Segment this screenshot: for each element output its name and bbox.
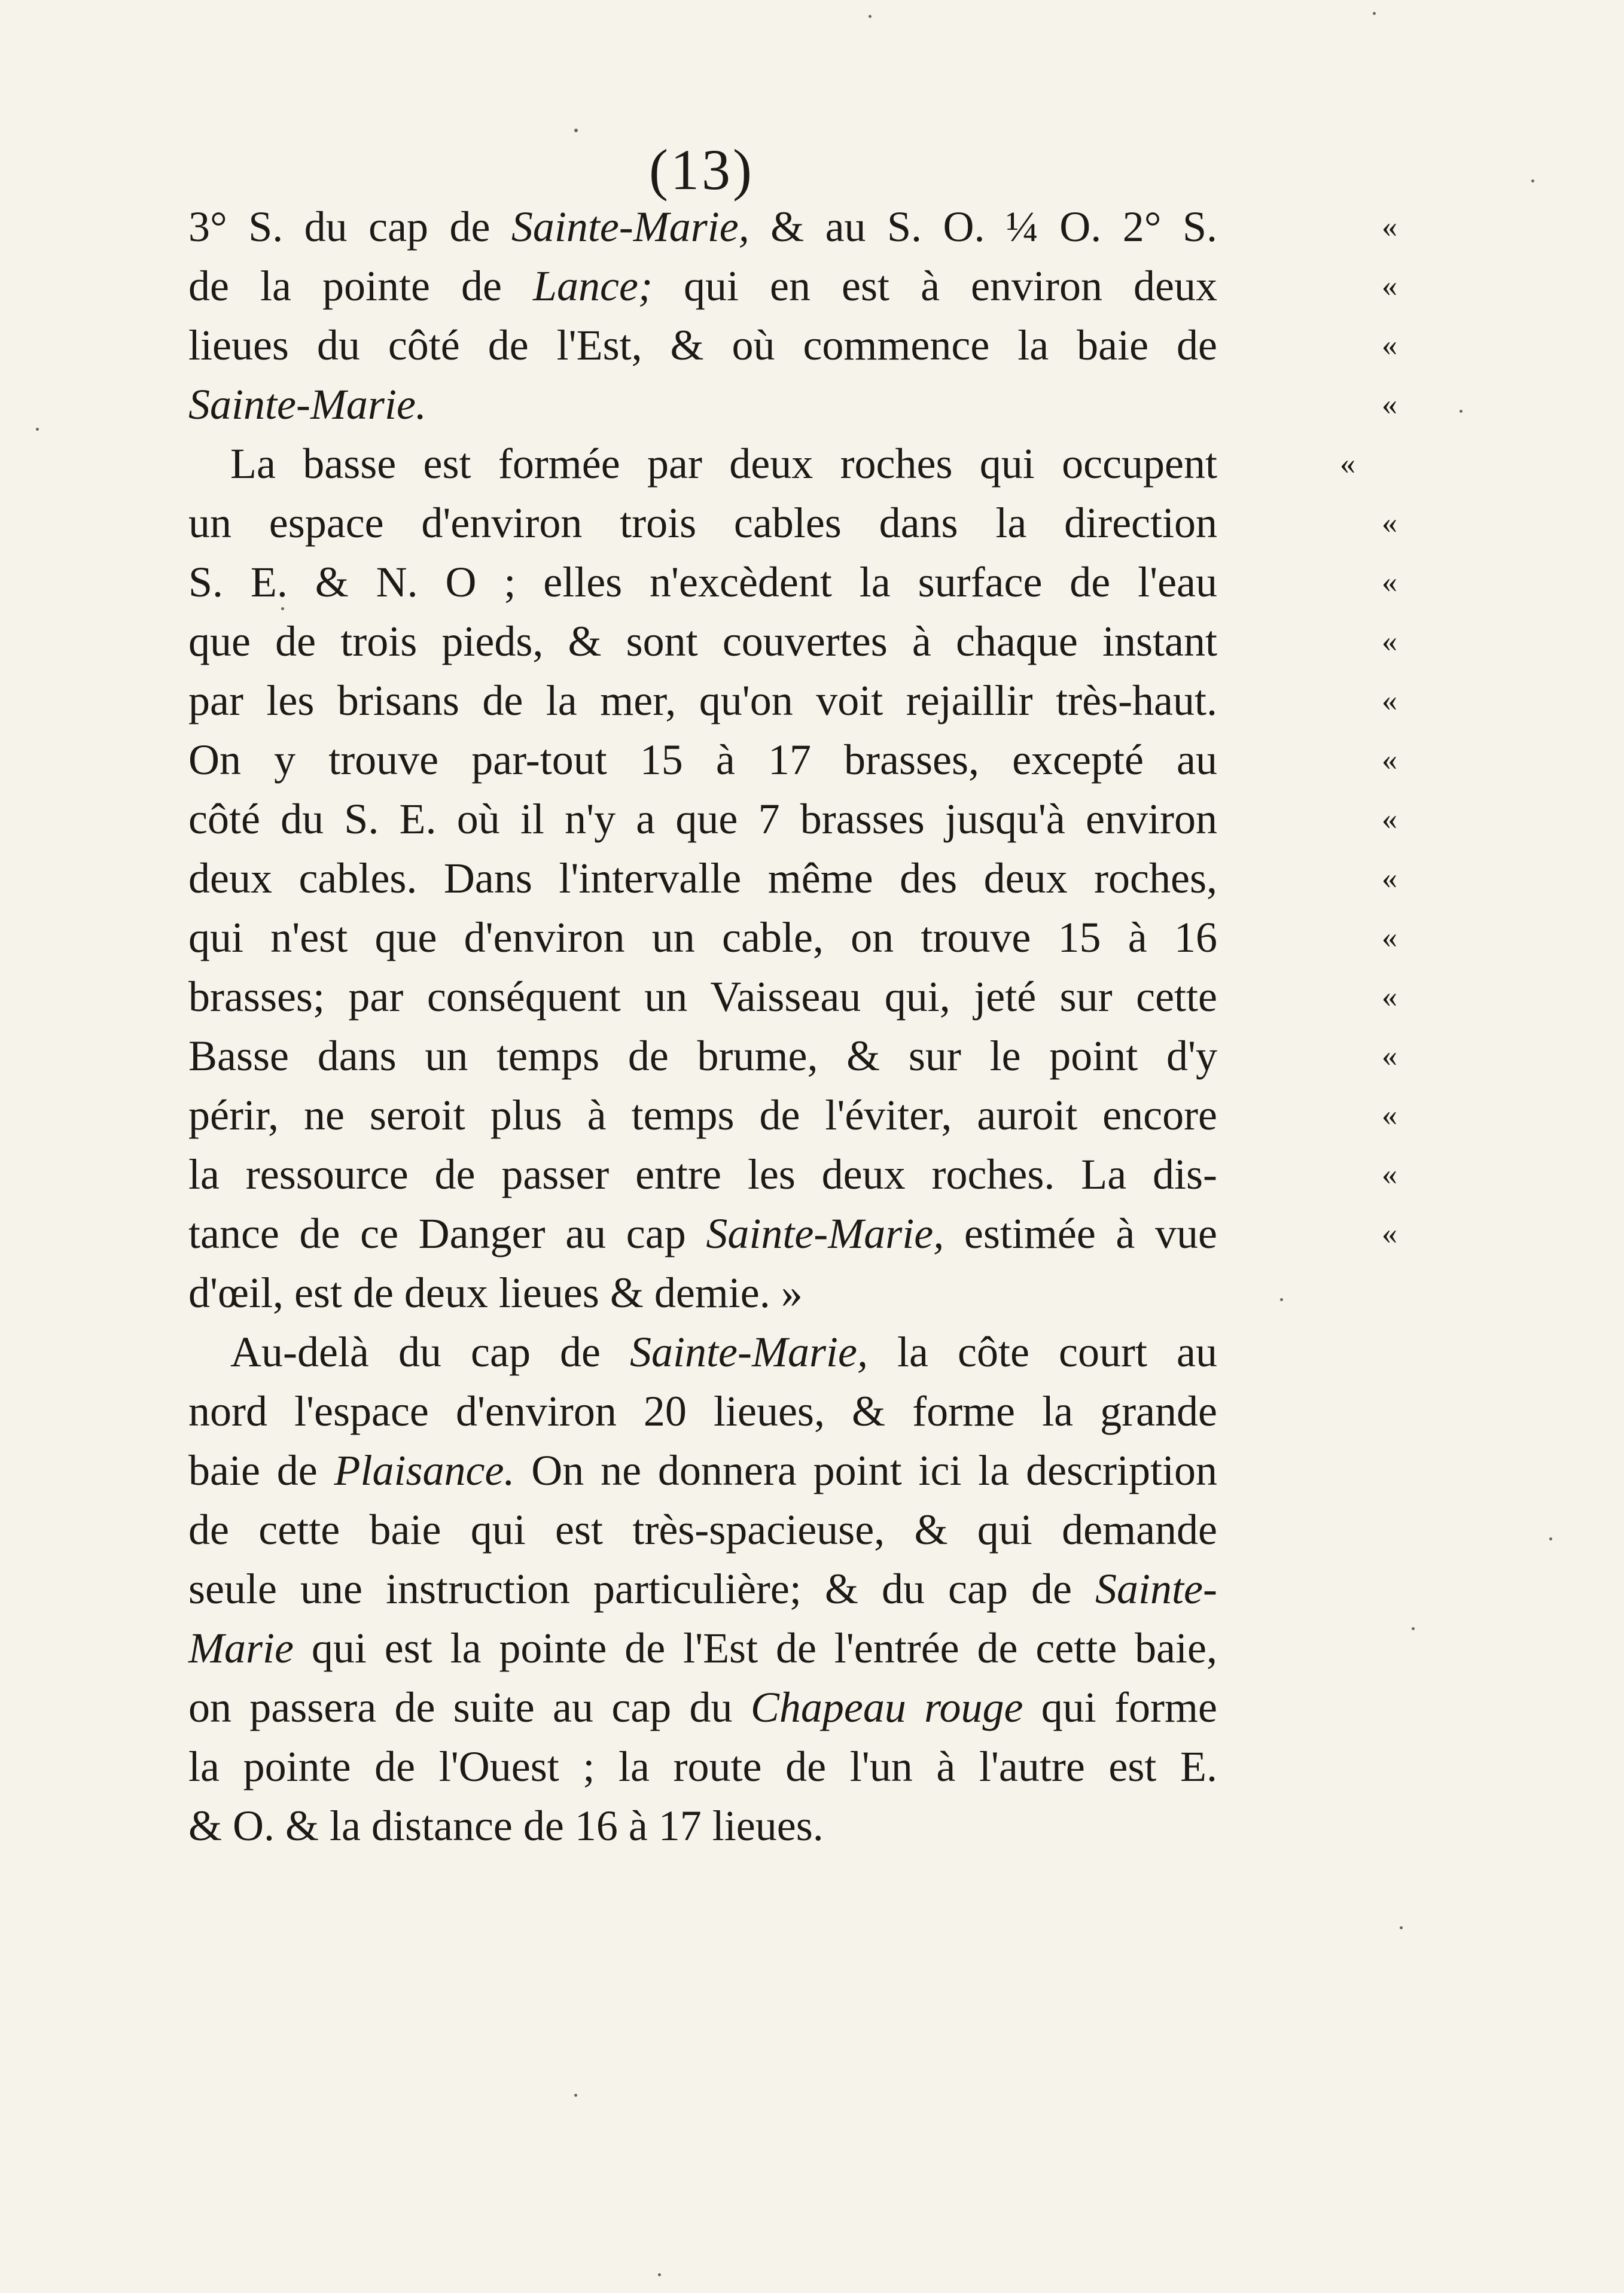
- margin-quote-mark: «: [1382, 980, 1397, 1014]
- text-line: [188, 1204, 1397, 1263]
- text-run: on passera de suite au cap du: [188, 1683, 751, 1731]
- text-line: [188, 553, 1397, 612]
- text-run: & O. & la distance de 16 à 17 lieues.: [188, 1802, 824, 1850]
- text-run: lieues du côté de l'Est, & où commence la baie de: [188, 321, 1217, 369]
- text-line: [188, 1560, 1235, 1619]
- text-run: estimée à vue: [944, 1210, 1217, 1257]
- text-line-content: [188, 612, 1217, 671]
- text-run: nord l'espace d'environ 20 lieues, & forme la grande: [188, 1387, 1217, 1435]
- text-run: qui forme: [1023, 1683, 1217, 1731]
- text-run: la côte court au: [867, 1328, 1217, 1376]
- margin-quote-mark: «: [1382, 1158, 1397, 1192]
- text-line: [188, 1086, 1397, 1145]
- text-run: seule une instruction particulière; & du cap de: [188, 1565, 1096, 1613]
- text-line: [188, 612, 1397, 671]
- text-line-content: [188, 730, 1217, 790]
- italic-run: Sainte-Marie.: [188, 380, 426, 428]
- text-line-content: [188, 1027, 1217, 1086]
- margin-quote-mark: «: [1382, 802, 1397, 836]
- italic-run: Marie: [188, 1624, 294, 1672]
- text-line-content: [188, 790, 1217, 849]
- text-line-content: [188, 671, 1217, 730]
- page-number: (13): [649, 138, 754, 202]
- text-line-content: [230, 1323, 1217, 1382]
- text-line-content: [230, 434, 1217, 494]
- text-line-content: [188, 1796, 824, 1856]
- text-run: deux cables. Dans l'intervalle même des deux roches,: [188, 854, 1217, 902]
- text-line-content: [188, 316, 1217, 375]
- text-line: [188, 197, 1397, 257]
- text-run: & au S. O. ¼ O. 2° S.: [749, 203, 1217, 251]
- text-line: [188, 1678, 1235, 1737]
- text-run: d'œil, est de deux lieues & demie. »: [188, 1269, 803, 1317]
- text-line-content: [188, 1382, 1217, 1441]
- margin-quote-mark: «: [1382, 506, 1397, 540]
- text-line-content: [188, 553, 1217, 612]
- text-line-content: [188, 849, 1217, 908]
- text-line: [188, 434, 1355, 494]
- text-line-content: [188, 1263, 803, 1323]
- text-line: [188, 1500, 1235, 1560]
- text-line-content: [188, 1204, 1217, 1263]
- text-run: qui n'est que d'environ un cable, on trouve 15 à 16: [188, 913, 1217, 961]
- margin-quote-mark: «: [1382, 921, 1397, 955]
- text-run: Basse dans un temps de brume, & sur le point d'y: [188, 1032, 1217, 1080]
- text-run: qui en est à environ deux: [652, 262, 1217, 310]
- text-line: [188, 1382, 1235, 1441]
- text-line: [188, 1737, 1235, 1796]
- margin-quote-mark: «: [1340, 447, 1355, 481]
- margin-quote-mark: «: [1382, 1217, 1397, 1251]
- text-line: [188, 1027, 1397, 1086]
- text-run: que de trois pieds, & sont couvertes à chaque instant: [188, 617, 1217, 665]
- text-line-content: [188, 1441, 1217, 1500]
- text-run: S. E. & N. O ; elles n'excèdent la surface de l'eau: [188, 558, 1217, 606]
- body-text: [188, 197, 1397, 1856]
- margin-quote-mark: «: [1382, 743, 1397, 777]
- text-run: la pointe de l'Ouest ; la route de l'un à l'autre est E.: [188, 1743, 1217, 1790]
- text-run: un espace d'environ trois cables dans la direction: [188, 499, 1217, 547]
- margin-quote-mark: «: [1382, 328, 1397, 363]
- italic-run: Sainte-: [1095, 1565, 1217, 1613]
- text-line: [188, 494, 1397, 553]
- italic-run: Sainte-Marie,: [630, 1328, 868, 1376]
- margin-quote-mark: «: [1382, 388, 1397, 422]
- margin-quote-mark: «: [1382, 210, 1397, 244]
- text-run: la ressource de passer entre les deux roches. La dis-: [188, 1150, 1217, 1198]
- text-run: On y trouve par-tout 15 à 17 brasses, excepté au: [188, 736, 1217, 784]
- text-run: 3° S. du cap de: [188, 203, 511, 251]
- text-line-content: [188, 494, 1217, 553]
- italic-run: Sainte-Marie,: [511, 203, 749, 251]
- italic-run: Chapeau rouge: [750, 1683, 1023, 1731]
- text-line-content: [188, 1086, 1217, 1145]
- text-line: [188, 790, 1397, 849]
- text-line-content: [188, 1737, 1217, 1796]
- text-run: tance de ce Danger au cap: [188, 1210, 706, 1257]
- text-run: qui est la pointe de l'Est de l'entrée de cette baie,: [293, 1624, 1217, 1672]
- text-line-content: [188, 1619, 1217, 1678]
- text-line-content: [188, 1500, 1217, 1560]
- text-run: Au-delà du cap de: [230, 1328, 630, 1376]
- text-line: [188, 1323, 1235, 1382]
- text-line: [188, 316, 1397, 375]
- margin-quote-mark: «: [1382, 625, 1397, 659]
- text-run: brasses; par conséquent un Vaisseau qui, jeté sur cette: [188, 973, 1217, 1021]
- margin-quote-mark: «: [1382, 269, 1397, 303]
- text-line-content: [188, 197, 1217, 257]
- text-line-content: [188, 908, 1217, 967]
- italic-run: Plaisance.: [334, 1447, 515, 1494]
- text-line: [188, 1263, 1235, 1323]
- margin-quote-mark: «: [1382, 1039, 1397, 1073]
- text-line: [188, 1441, 1235, 1500]
- text-line-content: [188, 967, 1217, 1027]
- text-run: côté du S. E. où il n'y a que 7 brasses jusqu'à environ: [188, 795, 1217, 843]
- text-run: de la pointe de: [188, 262, 534, 310]
- text-line-content: [188, 1678, 1217, 1737]
- text-run: On ne donnera point ici la description: [514, 1447, 1218, 1494]
- text-line: [188, 908, 1397, 967]
- text-line: [188, 375, 1397, 434]
- text-run: La basse est formée par deux roches qui occupent: [230, 440, 1217, 488]
- text-run: baie de: [188, 1447, 334, 1494]
- text-run: de cette baie qui est très-spacieuse, & qui demande: [188, 1506, 1217, 1554]
- text-line: [188, 1619, 1235, 1678]
- text-line: [188, 849, 1397, 908]
- text-line: [188, 1796, 1235, 1856]
- italic-run: Sainte-Marie,: [706, 1210, 944, 1257]
- text-line-content: [188, 375, 426, 434]
- text-line: [188, 257, 1397, 316]
- margin-quote-mark: «: [1382, 684, 1397, 718]
- margin-quote-mark: «: [1382, 1098, 1397, 1132]
- text-line-content: [188, 1145, 1217, 1204]
- italic-run: Lance;: [533, 262, 653, 310]
- text-line-content: [188, 1560, 1217, 1619]
- margin-quote-mark: «: [1382, 565, 1397, 599]
- text-line: [188, 967, 1397, 1027]
- margin-quote-mark: «: [1382, 861, 1397, 896]
- text-run: périr, ne seroit plus à temps de l'éviter, auroit encore: [188, 1091, 1217, 1139]
- text-line: [188, 730, 1397, 790]
- text-line: [188, 1145, 1397, 1204]
- text-line: [188, 671, 1397, 730]
- text-run: par les brisans de la mer, qu'on voit rejaillir très-haut.: [188, 677, 1217, 724]
- text-line-content: [188, 257, 1217, 316]
